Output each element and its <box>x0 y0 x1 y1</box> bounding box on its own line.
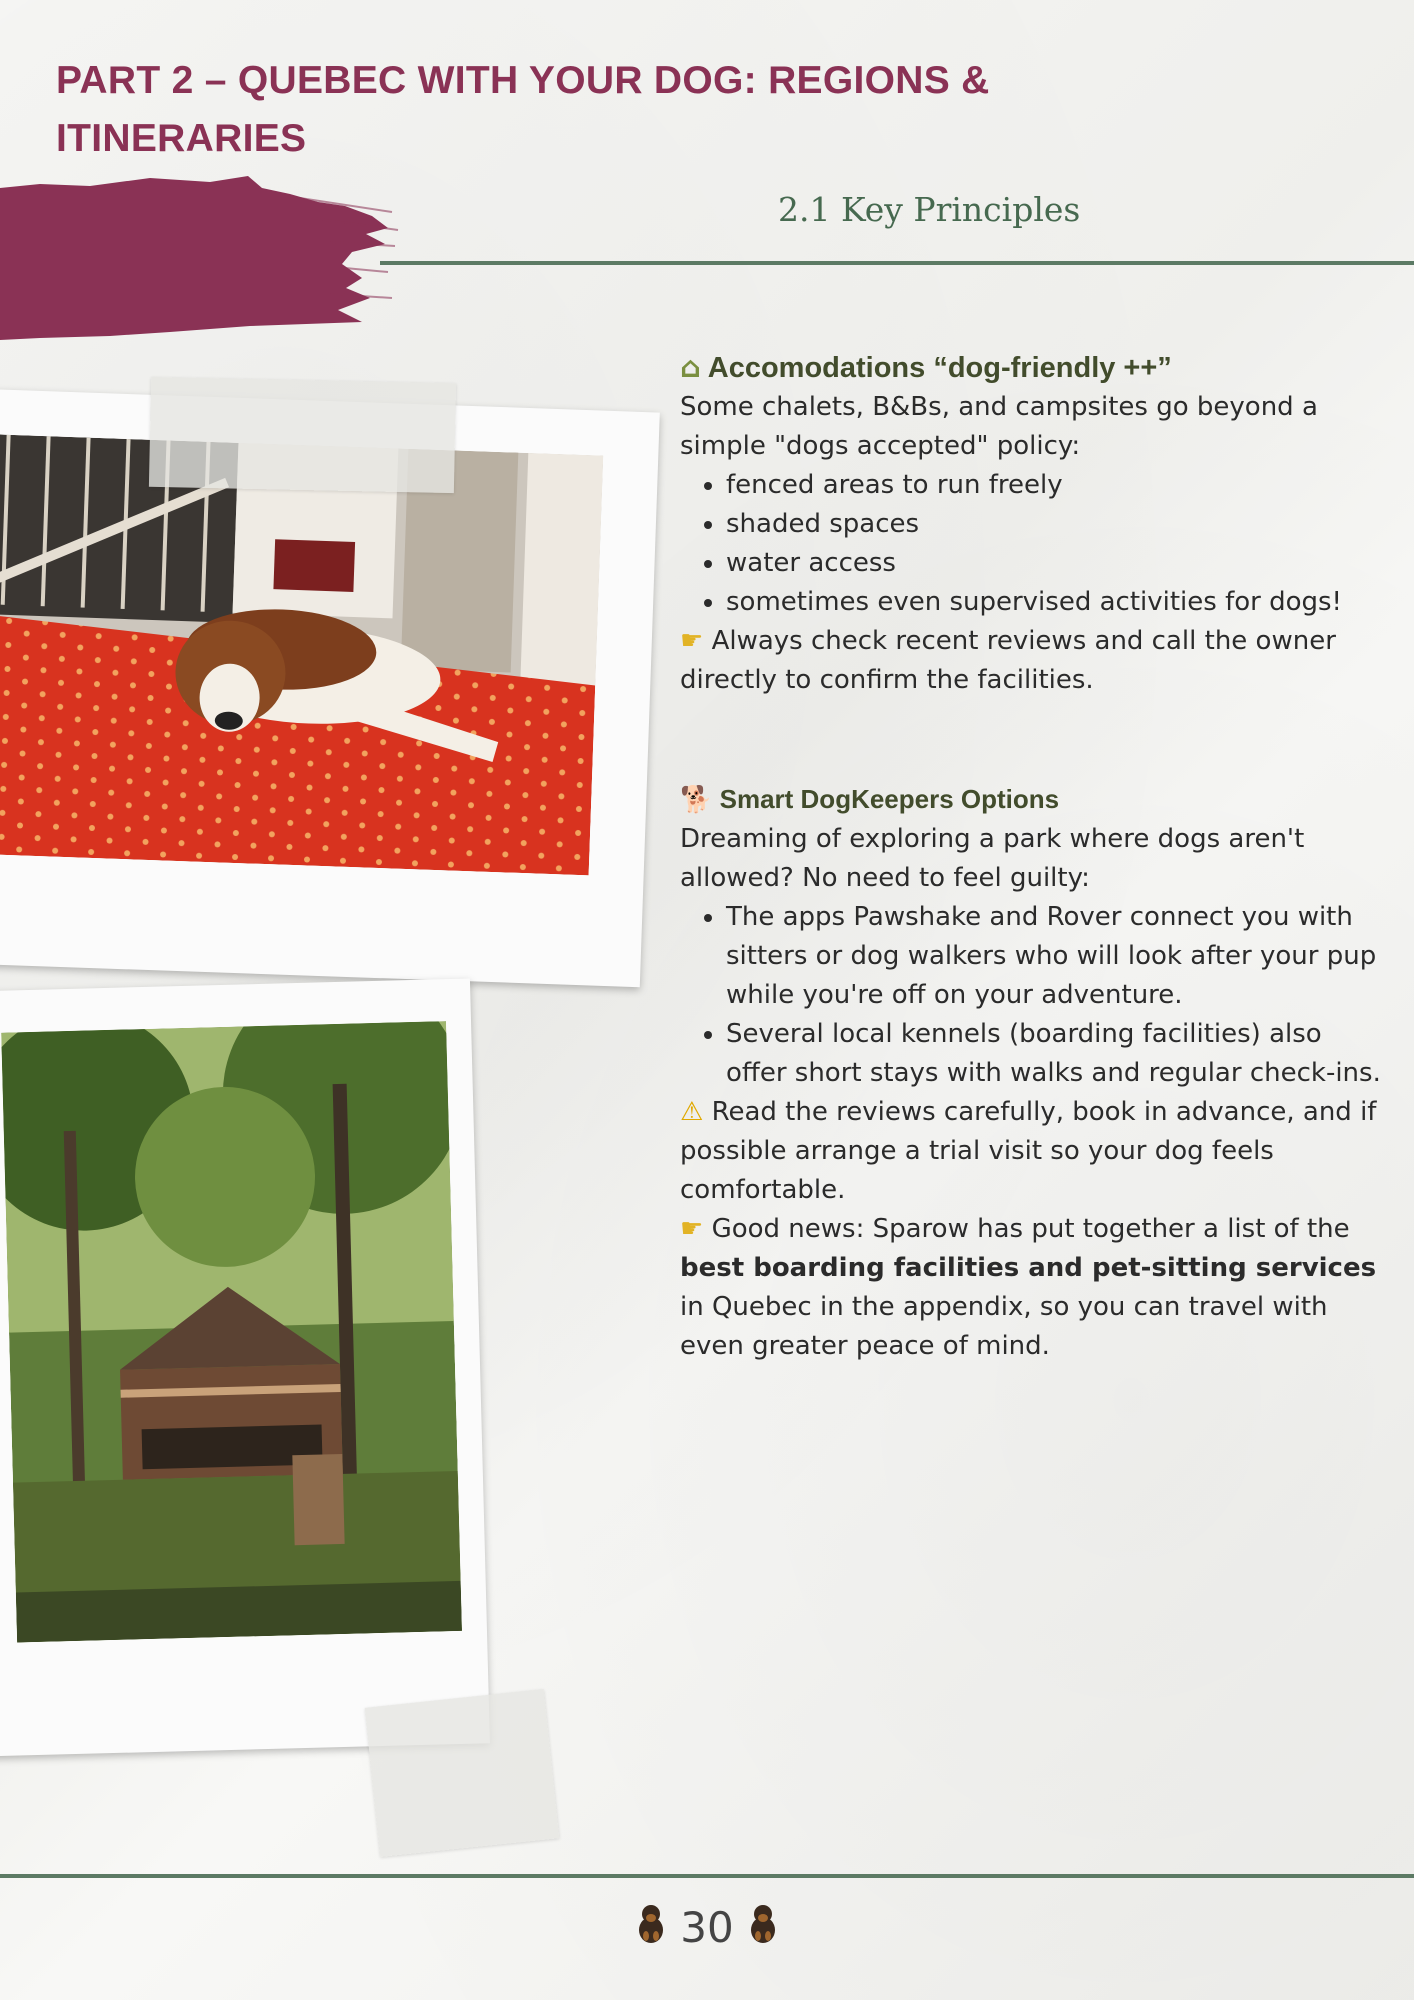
good-news-paragraph: ☛ Good news: Sparow has put together a list of the best boarding facilities and pet-sitting services in Quebec in the appendix, so you can travel with even greater peace of mind. <box>680 1214 1377 1361</box>
top-divider <box>380 261 1414 265</box>
list-item: • water access <box>726 544 1390 583</box>
list-item: • fenced areas to run freely <box>726 466 1390 505</box>
content-column <box>680 348 1390 1366</box>
options-list <box>680 898 1390 1093</box>
page-number: 30 <box>680 1903 734 1952</box>
feature-list <box>680 466 1390 622</box>
forest-cabin-image <box>1 1021 462 1642</box>
dog-icon <box>634 1902 668 1954</box>
dog-icon <box>746 1902 780 1954</box>
bottom-divider <box>0 1874 1414 1878</box>
section-heading-accommodations: ⌂ Accomodations “dog-friendly ++” <box>680 350 1172 384</box>
warning-paragraph: ⚠ Read the reviews carefully, book in advance, and if possible arrange a trial visit so your dog feels comfortable. <box>680 1097 1377 1205</box>
dog-on-carpet-image <box>0 434 603 875</box>
section-intro: Dreaming of exploring a park where dogs aren't allowed? No need to feel guilty: <box>680 824 1305 893</box>
tape-strip <box>365 1689 560 1857</box>
brush-stroke-decoration <box>0 172 400 342</box>
list-item: • The apps Pawshake and Rover connect you with sitters or dog walkers who will look after your pup while you're off on your adventure. <box>726 898 1390 1015</box>
list-item: • Several local kennels (boarding facilities) also offer short stays with walks and regular check-ins. <box>726 1015 1390 1093</box>
dog-icon: 🐕 <box>680 785 713 815</box>
page-footer <box>0 1900 1414 1954</box>
polaroid-photo-cabin <box>0 978 490 1756</box>
section-intro: Some chalets, B&Bs, and campsites go beyond a simple "dogs accepted" policy: <box>680 392 1318 461</box>
pointing-hand-icon: ☛ <box>680 1214 704 1244</box>
list-item: • shaded spaces <box>726 505 1390 544</box>
house-icon: ⌂ <box>680 350 701 384</box>
tape-strip <box>149 377 456 493</box>
section-heading-dogkeepers: 🐕 Smart DogKeepers Options <box>680 784 1060 815</box>
highlighted-text: best boarding facilities and pet-sitting services <box>680 1253 1377 1283</box>
list-item: • sometimes even supervised activities for dogs! <box>726 583 1390 622</box>
page-title: PART 2 – QUEBEC WITH YOUR DOG: REGIONS & ITINERARIES <box>56 59 990 160</box>
tip-paragraph: ☛ Always check recent reviews and call the owner directly to confirm the facilities. <box>680 626 1336 695</box>
section-subtitle: 2.1 Key Principles <box>778 190 1081 229</box>
warning-icon: ⚠ <box>680 1097 704 1127</box>
pointing-hand-icon: ☛ <box>680 626 704 656</box>
